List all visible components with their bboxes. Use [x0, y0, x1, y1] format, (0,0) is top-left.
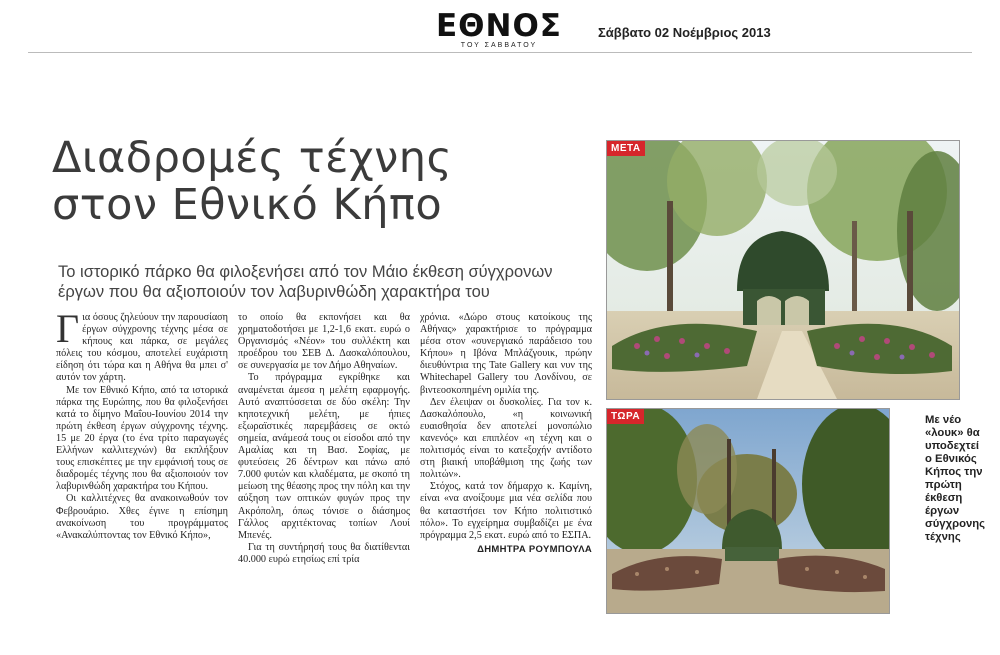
article-column-3	[420, 312, 592, 556]
caption-line: Με νέο	[925, 414, 962, 426]
article-subheading	[58, 262, 598, 302]
newspaper-logo	[428, 10, 570, 52]
article-column-1	[56, 306, 228, 542]
caption-line: ο Εθνικός	[925, 453, 977, 465]
article-column-2	[238, 312, 410, 566]
paragraph: Το πρόγραμμα εγκρίθηκε και αναμένεται άμεσα η μελέτη εφαρμογής. Αυτό αναπτύσσεται σε δύο σκέλη: Την κηποτεχνική μελέτη, με ήπιες εξωραϊστικές παρεμβάσεις σε οκτώ σημεία, ανάμεσά τους οι είσοδοι από την Αμαλίας και τη Βασ. Σοφίας, με φυτεύσεις 26 δέντρων και πάνω από 7.000 φυτών και κλαδέματα, με σκοπό τη μείωση της θέασης προς την πόλη και την αύξηση των οπτικών φυγών προς την Ακρόπολη, όπως τόνισε ο διάσημος Γάλλος αρχιτέκτονας τοπίων Λουί Μπενές.	[238, 372, 410, 541]
caption-line: Κήπος την	[925, 466, 983, 478]
garden-current-image	[607, 409, 889, 613]
subhead-line-1: Το ιστορικό πάρκο θα φιλοξενήσει από τον Μάιο έκθεση σύγχρονων	[58, 263, 553, 281]
logo-main: ΕΘΝΟΣ	[435, 8, 562, 44]
paragraph: Για όσους ζηλεύουν την παρουσίαση έργων σύγχρονης τέχνης μέσα σε κήπους και πάρκα, σε μεγάλες πόλεις του κόσμου, αποτελεί ευχάριστη είδηση ότι τώρα και η Αθήνα θα μπει σ' αυτόν τον χάρτη.	[56, 306, 228, 384]
photo-current	[606, 408, 890, 614]
masthead	[0, 0, 1000, 52]
caption-line: πρώτη	[925, 479, 962, 491]
photo-after-rendering	[606, 140, 960, 400]
caption-line: σύγχρονης	[925, 518, 986, 530]
header-divider	[28, 52, 972, 53]
subhead-line-2: έργων που θα αξιοποιούν τον λαβυρινθώδη χαρακτήρα του	[58, 283, 490, 301]
issue-date: Σάββατο 02 Νοέμβριος 2013	[598, 25, 771, 40]
paragraph: Δεν έλειψαν οι δυσκολίες. Για τον κ. Δασκαλόπουλο, «η κοινωνική ευαισθησία δεν αποτελεί μονοπώλιο κανενός» και επιπλέον «η τέχνη και ο πολιτισμός είναι το κατεξοχήν αντίδοτο στη βιαική υποβάθμιση της ζωής των πολιτών».	[420, 396, 592, 481]
caption-line: τέχνης	[925, 531, 961, 543]
paragraph: Στόχος, κατά τον δήμαρχο κ. Καμίνη, είναι «να ανοίξουμε μια νέα σελίδα που θα καταστήσει τον Κήπο πολιτιστικό πόλο». Το εγχείρημα συμβαδίζει με ένα πρόγραμμα 2,5 εκατ. ευρώ από το ΕΣΠΑ.	[420, 481, 592, 541]
paragraph: το οποίο θα εκπονήσει και θα χρηματοδοτήσει με 1,2-1,6 εκατ. ευρώ ο Οργανισμός «Νέον» του συλλέκτη και προέδρου του ΣΕΒ Δ. Δασκαλόπουλου, σε συνεργασία με τον Δήμο Αθηναίων.	[238, 312, 410, 372]
photo-tag-now: ΤΩΡΑ	[607, 409, 644, 424]
caption-line: «λουκ» θα	[925, 427, 980, 439]
headline-line-2: στον Εθνικό Κήπο	[52, 180, 443, 230]
caption-line: έργων	[925, 505, 960, 517]
article-headline	[52, 135, 592, 229]
logo-sub: ΤΟΥ ΣΑΒΒΑΤΟΥ	[460, 42, 538, 49]
photo-tag-after: ΜΕΤΑ	[607, 141, 645, 156]
paragraph: Για τη συντήρησή τους θα διατίθενται 40.000 ευρώ ετησίως επί τρία	[238, 541, 410, 565]
paragraph: Οι καλλιτέχνες θα ανακοινωθούν τον Φεβρουάριο. Χθες έγινε η επίσημη ανακοίνωση του προγράμματος «Ανακαλύπτοντας τον Εθνικό Κήπο»,	[56, 493, 228, 541]
photo-caption	[925, 414, 987, 544]
paragraph: χρόνια. «Δώρο στους κατοίκους της Αθήνας» χαρακτήρισε το πρόγραμμα μέσα στον «συνεργιακό παράδεισο του Κήπου» η Ιβόνα Μπλάζγουικ, πρώην διευθύντρια της Tate Gallery και νυν της Whitechapel Gallery του Λονδίνου, σε βιντεοσκοπημένη ομιλία της.	[420, 312, 592, 396]
drop-cap: Γ	[56, 306, 80, 351]
caption-line: υποδεχτεί	[925, 440, 980, 452]
author-byline: ΔΗΜΗΤΡΑ ΡΟΥΜΠΟΥΛΑ	[477, 543, 592, 555]
headline-line-1: Διαδρομές τέχνης	[52, 133, 453, 183]
paragraph: Με τον Εθνικό Κήπο, από τα ιστορικά πάρκα της Ευρώπης, που θα φιλοξενήσει κατά το δίμηνο Μαΐου-Ιουνίου 2014 την πρώτη έκθεση έργων σύγχρονης τέχνης. 15 με 20 έργα (το ένα τρίτο παραγωγές Ελλήνων καλλιτεχνών) θα εκπλήξουν τους επισκέπτες με την εμφάνισή τους σε διαδρομές τέχνης που θα αξιοποιούν τον λαβυρινθώδη χαρακτήρα του Κήπου.	[56, 384, 228, 493]
garden-rendering-image	[607, 141, 959, 399]
caption-line: έκθεση	[925, 492, 963, 504]
